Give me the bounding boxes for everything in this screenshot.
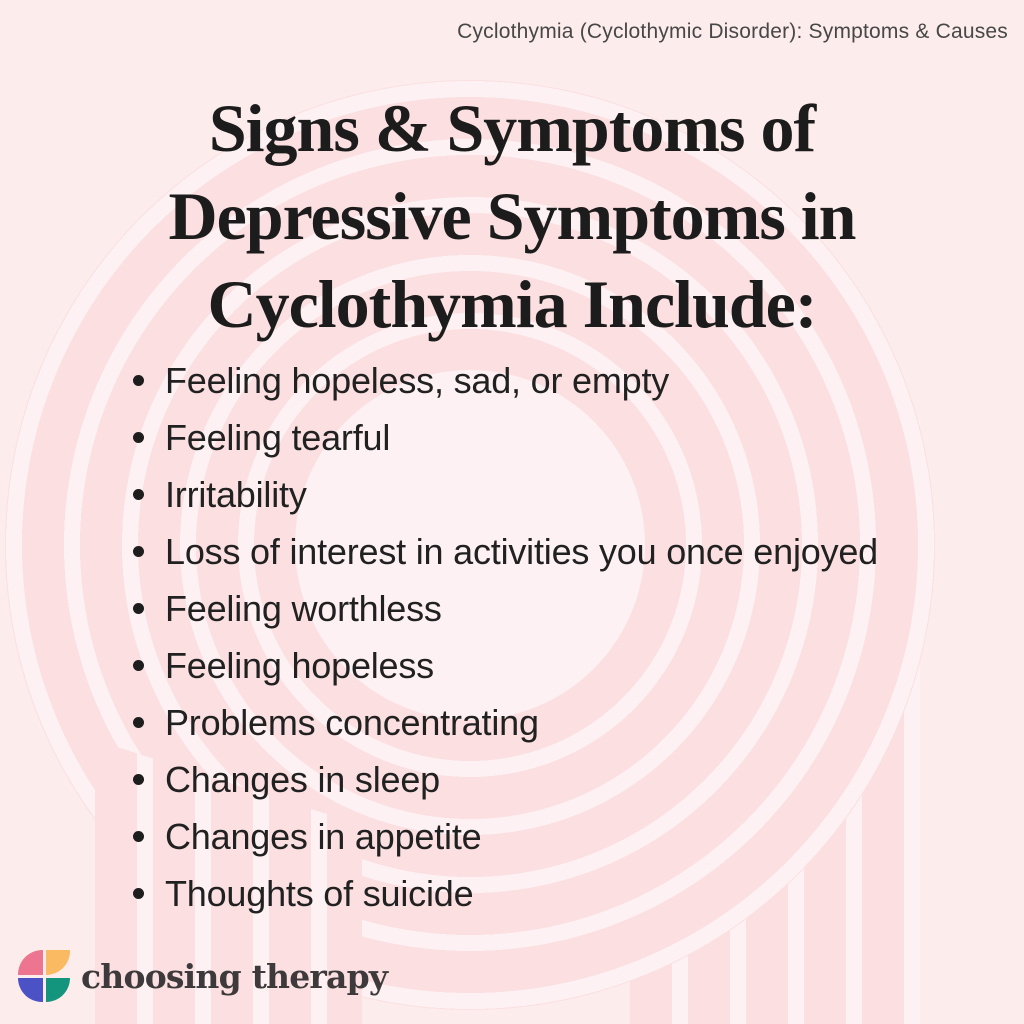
four-petal-flower-icon [18, 950, 70, 1002]
list-item [133, 466, 878, 523]
list-item [133, 637, 878, 694]
brand-logo [18, 950, 387, 1002]
title-line-2: Depressive Symptoms in [168, 178, 856, 254]
bullet-icon [133, 774, 144, 785]
symptoms-list [133, 352, 878, 922]
bullet-icon [133, 603, 144, 614]
logo-petal-bottom-left [18, 978, 43, 1003]
symptom-label: Problems concentrating [165, 701, 539, 743]
bullet-icon [133, 717, 144, 728]
list-item [133, 808, 878, 865]
logo-petal-top-right [46, 950, 71, 975]
list-item [133, 580, 878, 637]
symptom-label: Loss of interest in activities you once enjoyed [165, 530, 879, 572]
bullet-icon [133, 375, 144, 386]
title-line-3: Cyclothymia Include: [207, 266, 817, 342]
list-item [133, 409, 878, 466]
bullet-icon [133, 888, 144, 899]
brand-name: choosing therapy [81, 956, 388, 996]
logo-petal-bottom-right [46, 978, 71, 1003]
bullet-icon [133, 432, 144, 443]
list-item [133, 751, 878, 808]
logo-petal-top-left [18, 950, 43, 975]
list-item [133, 865, 878, 922]
symptom-label: Thoughts of suicide [165, 872, 474, 914]
bullet-icon [133, 660, 144, 671]
list-item [133, 523, 878, 580]
symptom-label: Feeling hopeless [165, 644, 434, 686]
symptom-label: Changes in appetite [165, 815, 482, 857]
bullet-icon [133, 831, 144, 842]
source-caption: Cyclothymia (Cyclothymic Disorder): Symptoms & Causes [457, 20, 1008, 43]
symptom-label: Feeling hopeless, sad, or empty [165, 359, 670, 401]
list-item [133, 694, 878, 751]
symptom-label: Feeling tearful [165, 416, 391, 458]
bullet-icon [133, 489, 144, 500]
symptom-label: Irritability [165, 473, 307, 515]
symptom-label: Feeling worthless [165, 587, 442, 629]
bullet-icon [133, 546, 144, 557]
title-line-1: Signs & Symptoms of [208, 90, 816, 166]
list-item [133, 352, 878, 409]
symptom-label: Changes in sleep [165, 758, 440, 800]
page-title [0, 84, 1024, 348]
